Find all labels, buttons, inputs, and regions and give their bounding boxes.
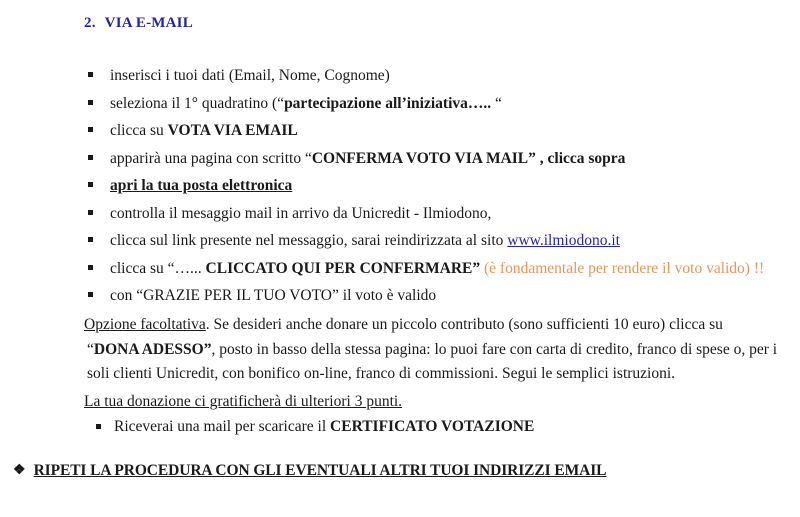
square-bullet-icon — [88, 182, 93, 187]
text-run: “ — [87, 340, 94, 358]
section-heading-title: VIA E-MAIL — [104, 15, 193, 31]
text-run: “ — [491, 94, 502, 112]
emphasis-bold: CERTIFICATO VOTAZIONE — [330, 418, 535, 435]
square-bullet-icon — [88, 292, 93, 297]
step-text — [110, 67, 390, 84]
text-run: inserisci i tuoi dati (Email, Nome, Cognome) — [110, 67, 390, 84]
step-click-vote — [88, 117, 788, 145]
step-text — [110, 232, 620, 249]
step-insert-data — [88, 62, 788, 90]
square-bullet-icon — [96, 424, 101, 429]
text-run: con “GRAZIE PER IL TUO VOTO” il voto è valido — [110, 287, 437, 304]
footer-heading — [13, 462, 606, 480]
square-bullet-icon — [88, 72, 93, 77]
step-text — [110, 287, 436, 304]
optional-donation-paragraph — [84, 313, 778, 387]
certificate-step-text — [114, 418, 534, 435]
step-open-mail — [88, 172, 788, 200]
text-run: . Se desideri anche donare un piccolo contributo (sono sufficienti 10 euro) clicca su — [205, 316, 723, 333]
donation-bonus-note — [84, 390, 402, 414]
section-heading-number: 2. — [84, 15, 96, 31]
emphasis-bold-underline: apri la tua posta elettronica — [110, 177, 293, 194]
step-check-message — [88, 200, 788, 228]
step-select-checkbox — [88, 90, 788, 118]
step-text — [110, 122, 298, 139]
square-bullet-icon — [88, 210, 93, 215]
text-run: apparirà una pagina con scritto “ — [110, 149, 312, 167]
step-text — [110, 260, 764, 277]
text-run: soli clienti Unicredit, con bonifico on-line, franco di commissioni. Segui le semplici istruzioni. — [87, 365, 676, 382]
step-text — [110, 205, 491, 222]
footer-heading-text: RIPETI LA PROCEDURA CON GLI EVENTUALI ALTRI TUOI INDIRIZZI EMAIL — [33, 462, 607, 479]
square-bullet-icon — [88, 155, 93, 160]
square-bullet-icon — [88, 265, 93, 270]
emphasis-highlight: (è fondamentale per rendere il voto valido) !! — [480, 259, 765, 277]
para-line-2 — [84, 338, 778, 363]
clover-bullet-icon: ❖ — [13, 463, 26, 478]
step-thank-you — [88, 282, 788, 310]
emphasis-underline: Opzione facoltativa — [84, 316, 206, 333]
step-confirm-page — [88, 145, 788, 173]
step-click-confirm — [88, 255, 788, 283]
text-run: clicca sul link presente nel messaggio, sarai reindirizzata al sito — [110, 232, 508, 249]
step-text — [110, 177, 292, 194]
step-click-link — [88, 227, 788, 255]
emphasis-bold: DONA ADESSO” — [93, 340, 212, 358]
hyperlink[interactable]: www.ilmiodono.it — [507, 232, 620, 249]
text-run: controlla il mesaggio mail in arrivo da Unicredit - Ilmiodono, — [110, 204, 492, 222]
square-bullet-icon — [88, 100, 93, 105]
instruction-steps-list — [88, 62, 788, 310]
para-line-3 — [84, 362, 744, 387]
text-run: seleziona il 1° quadratino (“ — [110, 94, 285, 112]
text-run: Riceverai una mail per scaricare il — [114, 418, 331, 435]
certificate-step — [96, 415, 534, 439]
emphasis-bold: CLICCATO QUI PER CONFERMARE” — [205, 259, 481, 277]
emphasis-bold: CONFERMA VOTO VIA MAIL” , clicca sopra — [311, 149, 626, 167]
step-text — [110, 95, 502, 112]
section-heading — [84, 15, 193, 32]
emphasis-bold: partecipazione all’iniziativa….. — [284, 94, 492, 112]
square-bullet-icon — [88, 127, 93, 132]
text-run: clicca su — [110, 122, 168, 139]
para-line-1 — [84, 313, 744, 338]
emphasis-underline: La tua donazione ci gratificherà di ulteriori 3 punti. — [84, 393, 403, 410]
step-text — [110, 150, 625, 167]
emphasis-bold: VOTA VIA EMAIL — [167, 122, 298, 139]
square-bullet-icon — [88, 237, 93, 242]
text-run: clicca su “…... — [110, 259, 206, 277]
text-run: , posto in basso della stessa pagina: lo puoi fare con carta di credito, franco di spese o, per i — [211, 340, 778, 358]
